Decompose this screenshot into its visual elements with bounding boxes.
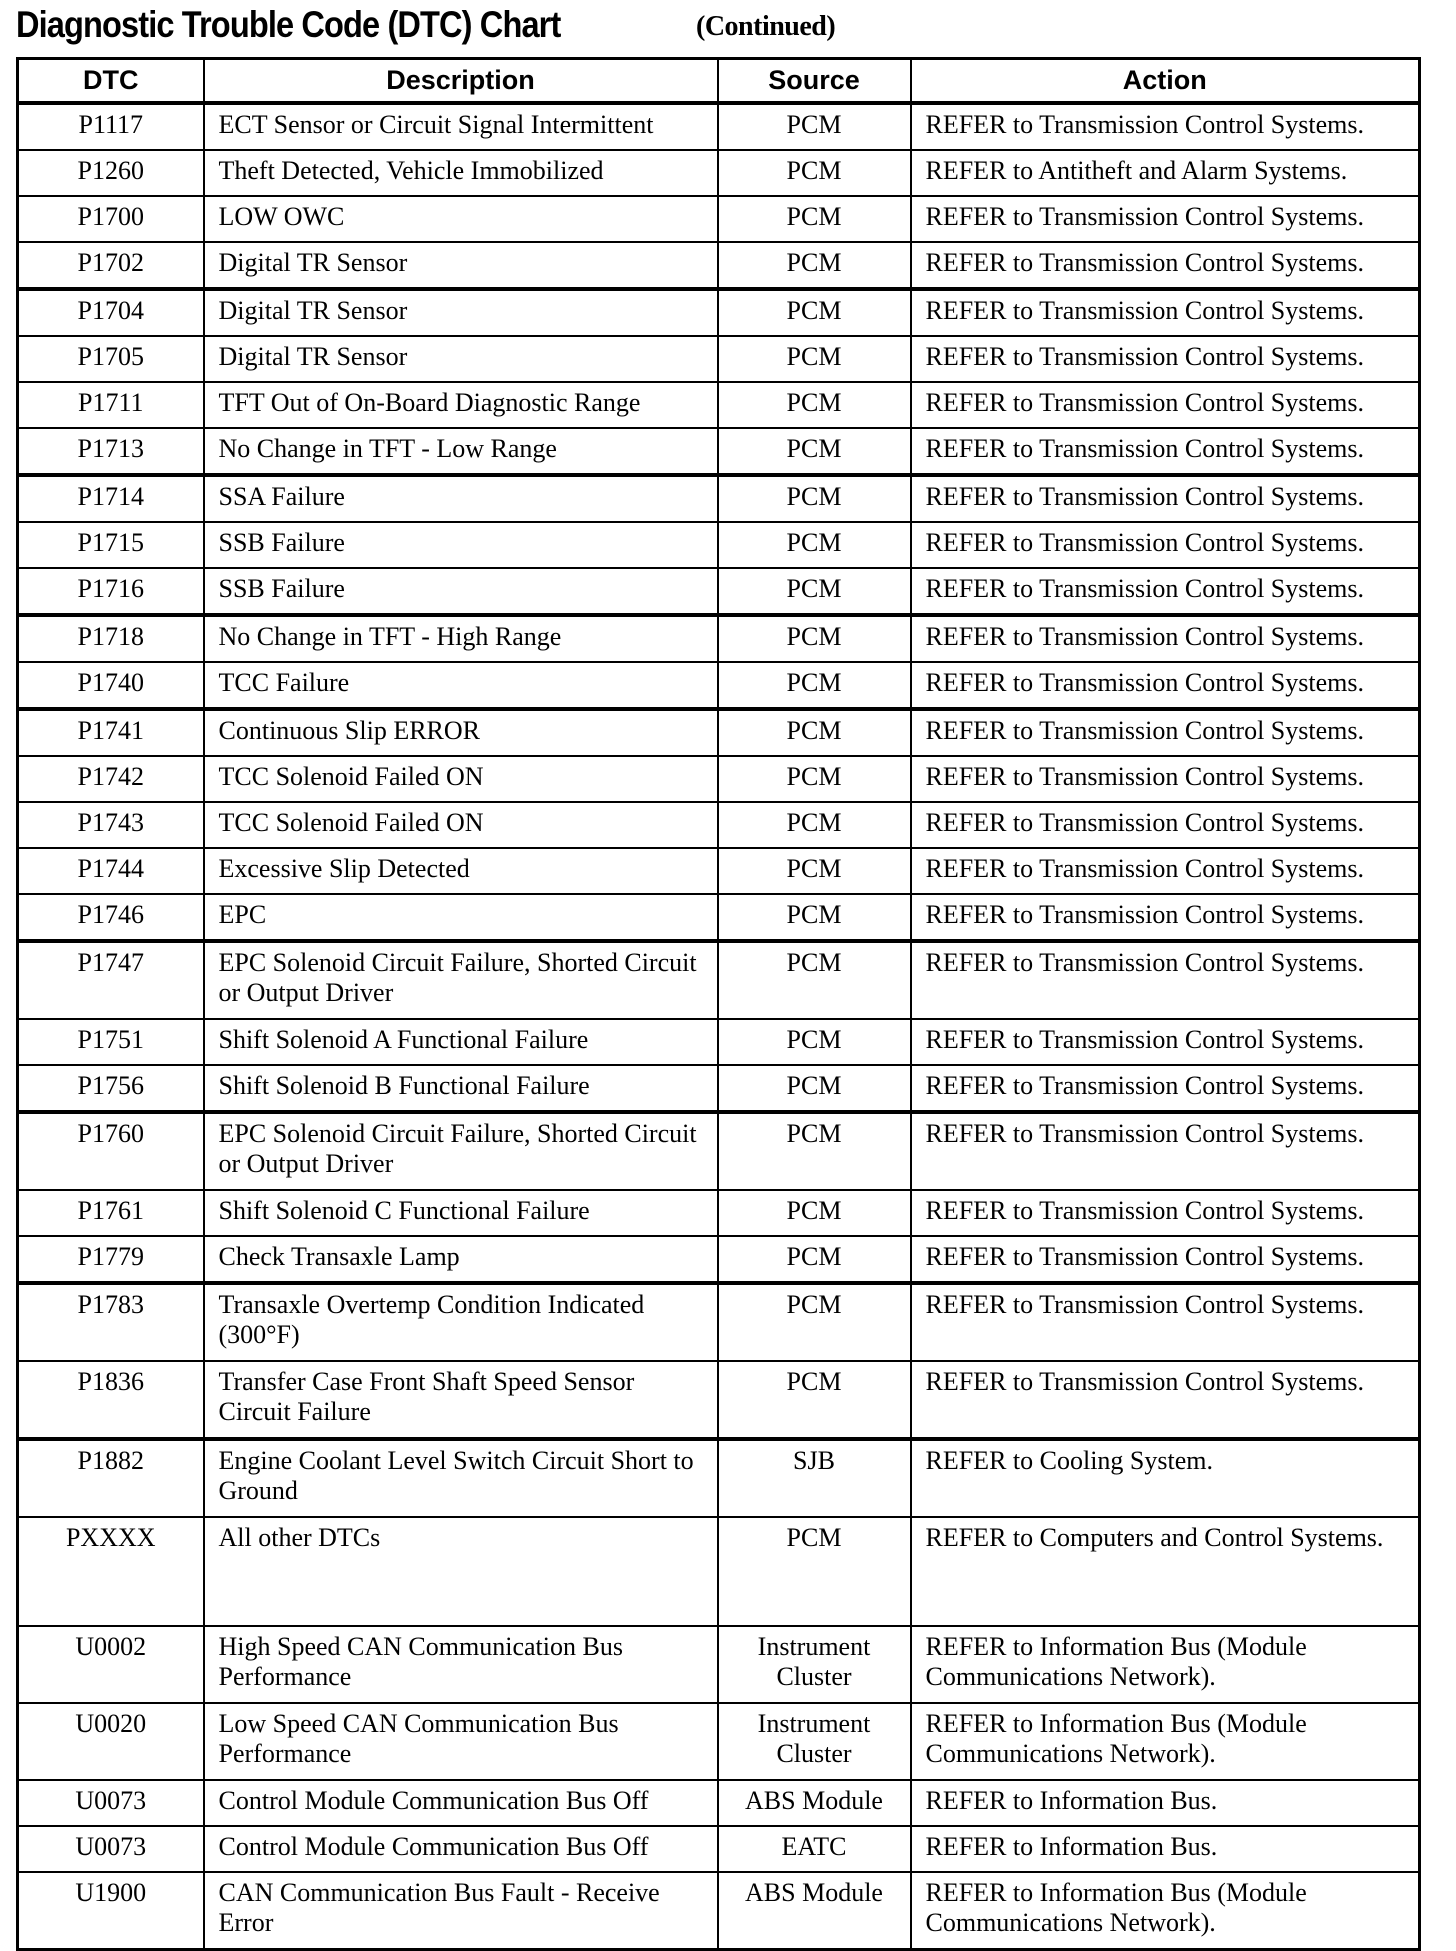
table-row <box>18 709 1420 756</box>
cell-source: PCM <box>718 709 911 756</box>
cell-action: REFER to Information Bus. <box>911 1826 1420 1872</box>
cell-dtc: P1715 <box>18 522 204 568</box>
cell-action: REFER to Transmission Control Systems. <box>911 662 1420 709</box>
cell-description: Shift Solenoid C Functional Failure <box>204 1190 718 1236</box>
cell-source: SJB <box>718 1439 911 1517</box>
cell-description: Shift Solenoid B Functional Failure <box>204 1065 718 1112</box>
table-row <box>18 382 1420 428</box>
cell-description: No Change in TFT - Low Range <box>204 428 718 475</box>
cell-description: No Change in TFT - High Range <box>204 615 718 662</box>
cell-dtc: P1711 <box>18 382 204 428</box>
header-source: Source <box>718 59 911 104</box>
table-row <box>18 1065 1420 1112</box>
cell-action: REFER to Transmission Control Systems. <box>911 1019 1420 1065</box>
cell-description: Control Module Communication Bus Off <box>204 1826 718 1872</box>
header-description: Description <box>204 59 718 104</box>
cell-dtc: P1751 <box>18 1019 204 1065</box>
cell-description: Check Transaxle Lamp <box>204 1236 718 1283</box>
cell-description: Shift Solenoid A Functional Failure <box>204 1019 718 1065</box>
cell-dtc: P1746 <box>18 894 204 941</box>
page-title <box>16 4 836 45</box>
table-row <box>18 756 1420 802</box>
cell-source: PCM <box>718 568 911 615</box>
cell-action: REFER to Transmission Control Systems. <box>911 1236 1420 1283</box>
cell-dtc: P1761 <box>18 1190 204 1236</box>
table-row <box>18 1626 1420 1703</box>
title-continued: (Continued) <box>696 11 836 42</box>
cell-description: TCC Failure <box>204 662 718 709</box>
cell-description: Continuous Slip ERROR <box>204 709 718 756</box>
cell-dtc: P1117 <box>18 103 204 150</box>
cell-source: PCM <box>718 428 911 475</box>
table-row <box>18 568 1420 615</box>
cell-description: CAN Communication Bus Fault - Receive Error <box>204 1872 718 1950</box>
cell-source: PCM <box>718 150 911 196</box>
cell-description: Excessive Slip Detected <box>204 848 718 894</box>
table-row <box>18 1703 1420 1780</box>
cell-action: REFER to Transmission Control Systems. <box>911 382 1420 428</box>
cell-action: REFER to Transmission Control Systems. <box>911 475 1420 522</box>
cell-dtc: P1836 <box>18 1361 204 1439</box>
cell-source: PCM <box>718 1190 911 1236</box>
table-row <box>18 1517 1420 1626</box>
cell-source: PCM <box>718 1236 911 1283</box>
cell-description: SSB Failure <box>204 522 718 568</box>
cell-source: PCM <box>718 662 911 709</box>
cell-action: REFER to Transmission Control Systems. <box>911 289 1420 336</box>
cell-dtc: P1716 <box>18 568 204 615</box>
cell-dtc: P1705 <box>18 336 204 382</box>
cell-dtc: U0020 <box>18 1703 204 1780</box>
cell-action: REFER to Transmission Control Systems. <box>911 196 1420 242</box>
cell-dtc: P1743 <box>18 802 204 848</box>
cell-action: REFER to Information Bus (Module Communications Network). <box>911 1872 1420 1950</box>
header-action: Action <box>911 59 1420 104</box>
cell-source: Instrument Cluster <box>718 1626 911 1703</box>
cell-source: ABS Module <box>718 1780 911 1826</box>
cell-source: PCM <box>718 615 911 662</box>
cell-description: LOW OWC <box>204 196 718 242</box>
cell-action: REFER to Transmission Control Systems. <box>911 568 1420 615</box>
cell-description: SSB Failure <box>204 568 718 615</box>
cell-action: REFER to Transmission Control Systems. <box>911 336 1420 382</box>
table-row <box>18 894 1420 941</box>
cell-description: TCC Solenoid Failed ON <box>204 802 718 848</box>
cell-dtc: P1779 <box>18 1236 204 1283</box>
cell-description: Control Module Communication Bus Off <box>204 1780 718 1826</box>
cell-description: EPC <box>204 894 718 941</box>
cell-source: PCM <box>718 802 911 848</box>
cell-dtc: P1718 <box>18 615 204 662</box>
cell-dtc: P1882 <box>18 1439 204 1517</box>
cell-dtc: P1744 <box>18 848 204 894</box>
cell-action: REFER to Transmission Control Systems. <box>911 522 1420 568</box>
cell-dtc: P1742 <box>18 756 204 802</box>
cell-source: PCM <box>718 1283 911 1361</box>
cell-dtc: P1700 <box>18 196 204 242</box>
cell-description: High Speed CAN Communication Bus Performance <box>204 1626 718 1703</box>
cell-source: PCM <box>718 1517 911 1626</box>
cell-description: Low Speed CAN Communication Bus Performance <box>204 1703 718 1780</box>
cell-source: PCM <box>718 475 911 522</box>
table-row <box>18 1283 1420 1361</box>
cell-description: ECT Sensor or Circuit Signal Intermittent <box>204 103 718 150</box>
header-dtc: DTC <box>18 59 204 104</box>
cell-description: All other DTCs <box>204 1517 718 1626</box>
table-row <box>18 1439 1420 1517</box>
cell-action: REFER to Information Bus. <box>911 1780 1420 1826</box>
title-main: Diagnostic Trouble Code (DTC) Chart <box>16 4 561 45</box>
cell-dtc: P1713 <box>18 428 204 475</box>
cell-source: PCM <box>718 336 911 382</box>
cell-action: REFER to Transmission Control Systems. <box>911 615 1420 662</box>
cell-action: REFER to Transmission Control Systems. <box>911 242 1420 289</box>
dtc-table <box>16 57 1421 1951</box>
cell-action: REFER to Computers and Control Systems. <box>911 1517 1420 1626</box>
cell-action: REFER to Transmission Control Systems. <box>911 894 1420 941</box>
table-row <box>18 615 1420 662</box>
cell-source: Instrument Cluster <box>718 1703 911 1780</box>
table-row <box>18 1872 1420 1950</box>
cell-action: REFER to Transmission Control Systems. <box>911 709 1420 756</box>
cell-description: Digital TR Sensor <box>204 336 718 382</box>
cell-dtc: U0073 <box>18 1780 204 1826</box>
table-row <box>18 941 1420 1019</box>
table-row <box>18 336 1420 382</box>
cell-description: Theft Detected, Vehicle Immobilized <box>204 150 718 196</box>
cell-source: PCM <box>718 1112 911 1190</box>
cell-action: REFER to Transmission Control Systems. <box>911 802 1420 848</box>
cell-description: Engine Coolant Level Switch Circuit Short to Ground <box>204 1439 718 1517</box>
cell-dtc: P1756 <box>18 1065 204 1112</box>
cell-description: Transfer Case Front Shaft Speed Sensor Circuit Failure <box>204 1361 718 1439</box>
cell-action: REFER to Cooling System. <box>911 1439 1420 1517</box>
cell-source: PCM <box>718 382 911 428</box>
table-row <box>18 1780 1420 1826</box>
cell-action: REFER to Transmission Control Systems. <box>911 428 1420 475</box>
table-row <box>18 1190 1420 1236</box>
cell-description: TFT Out of On-Board Diagnostic Range <box>204 382 718 428</box>
cell-action: REFER to Transmission Control Systems. <box>911 1112 1420 1190</box>
cell-action: REFER to Information Bus (Module Communications Network). <box>911 1626 1420 1703</box>
cell-description: Transaxle Overtemp Condition Indicated (300°F) <box>204 1283 718 1361</box>
cell-action: REFER to Transmission Control Systems. <box>911 1361 1420 1439</box>
table-row <box>18 103 1420 150</box>
table-row <box>18 1236 1420 1283</box>
cell-dtc: P1783 <box>18 1283 204 1361</box>
cell-dtc: P1702 <box>18 242 204 289</box>
cell-action: REFER to Transmission Control Systems. <box>911 1190 1420 1236</box>
cell-source: PCM <box>718 242 911 289</box>
table-row <box>18 1112 1420 1190</box>
cell-description: EPC Solenoid Circuit Failure, Shorted Circuit or Output Driver <box>204 941 718 1019</box>
cell-action: REFER to Transmission Control Systems. <box>911 103 1420 150</box>
cell-description: Digital TR Sensor <box>204 242 718 289</box>
cell-source: PCM <box>718 522 911 568</box>
cell-action: REFER to Transmission Control Systems. <box>911 1065 1420 1112</box>
cell-dtc: P1740 <box>18 662 204 709</box>
header-row <box>18 59 1420 104</box>
cell-dtc: P1714 <box>18 475 204 522</box>
cell-dtc: P1747 <box>18 941 204 1019</box>
cell-action: REFER to Information Bus (Module Communications Network). <box>911 1703 1420 1780</box>
table-row <box>18 802 1420 848</box>
cell-source: PCM <box>718 756 911 802</box>
table-row <box>18 522 1420 568</box>
cell-source: PCM <box>718 848 911 894</box>
table-row <box>18 1826 1420 1872</box>
table-row <box>18 150 1420 196</box>
cell-dtc: U1900 <box>18 1872 204 1950</box>
cell-description: Digital TR Sensor <box>204 289 718 336</box>
cell-dtc: PXXXX <box>18 1517 204 1626</box>
table-body <box>18 103 1420 1950</box>
cell-source: PCM <box>718 1361 911 1439</box>
cell-source: ABS Module <box>718 1872 911 1950</box>
cell-dtc: U0002 <box>18 1626 204 1703</box>
cell-action: REFER to Transmission Control Systems. <box>911 1283 1420 1361</box>
cell-dtc: P1760 <box>18 1112 204 1190</box>
cell-action: REFER to Antitheft and Alarm Systems. <box>911 150 1420 196</box>
table-row <box>18 242 1420 289</box>
table-row <box>18 475 1420 522</box>
cell-dtc: U0073 <box>18 1826 204 1872</box>
table-row <box>18 662 1420 709</box>
cell-source: PCM <box>718 1019 911 1065</box>
table-row <box>18 289 1420 336</box>
table-row <box>18 196 1420 242</box>
cell-source: PCM <box>718 941 911 1019</box>
cell-action: REFER to Transmission Control Systems. <box>911 848 1420 894</box>
table-row <box>18 428 1420 475</box>
cell-source: PCM <box>718 196 911 242</box>
cell-dtc: P1704 <box>18 289 204 336</box>
cell-description: TCC Solenoid Failed ON <box>204 756 718 802</box>
cell-source: PCM <box>718 103 911 150</box>
cell-source: PCM <box>718 894 911 941</box>
cell-action: REFER to Transmission Control Systems. <box>911 941 1420 1019</box>
cell-action: REFER to Transmission Control Systems. <box>911 756 1420 802</box>
cell-source: EATC <box>718 1826 911 1872</box>
cell-dtc: P1741 <box>18 709 204 756</box>
table-row <box>18 848 1420 894</box>
cell-dtc: P1260 <box>18 150 204 196</box>
cell-source: PCM <box>718 289 911 336</box>
cell-source: PCM <box>718 1065 911 1112</box>
table-row <box>18 1019 1420 1065</box>
table-row <box>18 1361 1420 1439</box>
cell-description: EPC Solenoid Circuit Failure, Shorted Circuit or Output Driver <box>204 1112 718 1190</box>
cell-description: SSA Failure <box>204 475 718 522</box>
